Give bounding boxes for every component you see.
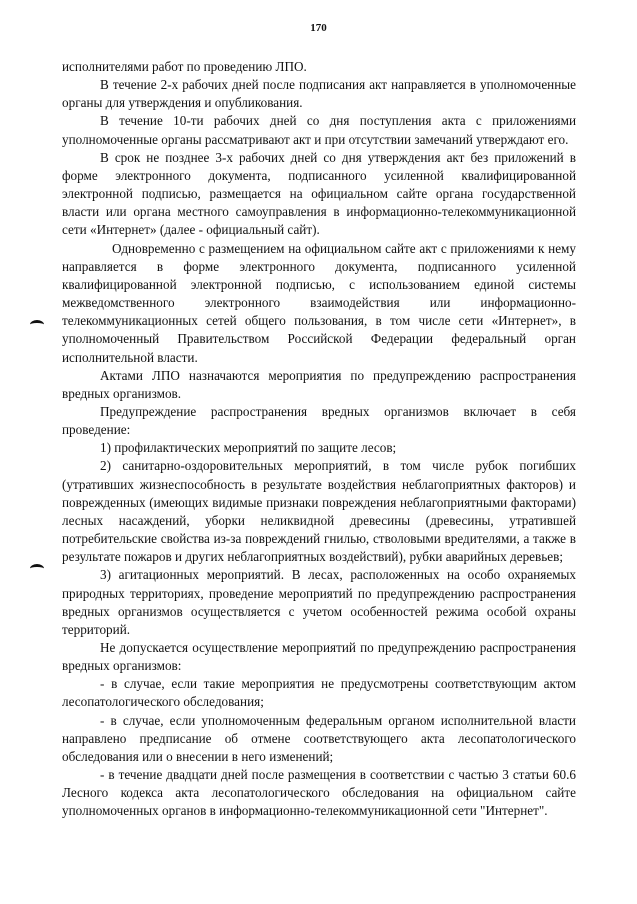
paragraph: Предупреждение распространения вредных организмов включает в себя проведение: [62,403,576,438]
paragraph: Не допускается осуществление мероприятий по предупреждению распространения вредных организмов: [62,640,576,674]
paragraph: Актами ЛПО назначаются мероприятия по предупреждению распространения вредных организмов. [62,367,576,401]
list-item: 2) санитарно-оздоровительных мероприятий, в том числе рубок погибших (утративших жизнеспособность в результате воздействия неблагоприятных факторов) и поврежденных (имеющих видимые признаки повреждения неблагоприятными факторами) лесных насаждений, уборки неликвидной древесины (древесины, утратившей потребительские свойства из-за повреждений гнилью, стволовыми вредителями, а также в результате пожаров и других неблагоприятных воздействий), рубки аварийных деревьев; [62,458,576,565]
page-number: 170 [310,22,327,34]
paragraph: В течение 10-ти рабочих дней со дня поступления акта с приложениями уполномоченные органы рассматривают акт и при отсутствии замечаний утверждают его. [62,113,576,147]
paragraph: В течение 2-х рабочих дней после подписания акт направляется в уполномоченные органы для утверждения и опубликования. [62,77,576,111]
paragraph: В срок не позднее 3-х рабочих дней со дня утверждения акт без приложений в форме электронного документа, подписанного усиленной квалифицированной электронной подписью, размещается на официальном сайте органа государственной власти или органа местного самоуправления в информационно-телекоммуникационной сети «Интернет» (далее - официальный сайт). [62,149,576,238]
paragraph: исполнителями работ по проведению ЛПО. [62,59,307,74]
list-item: 1) профилактических мероприятий по защите лесов; [100,440,397,456]
paragraph: Одновременно с размещением на официальном сайте акт с приложениями к нему направляется в форме электронного документа, подписанного усиленной квалифицированной электронной подписью, с использованием единой системы межведомственного электронного взаимодействия или информационно-телекоммуникационных сетей общего пользования, в том числе сети «Интернет», в уполномоченный Правительством Российской Федерации федеральный орган исполнительной власти. [62,240,576,365]
document-body [62,58,576,821]
list-item: - в случае, если такие мероприятия не предусмотрены соответствующим актом лесопатологического обследования; [62,676,576,710]
list-item: 3) агитационных мероприятий. В лесах, расположенных на особо охраняемых природных территориях, проведение мероприятий по предупреждению распространения вредных организмов осуществляется с учетом особенностей режима особой охраны территорий. [62,567,576,637]
binding-hole-mark [30,320,44,329]
list-item: - в случае, если уполномоченным федеральным органом исполнительной власти направлено предписание об отмене соответствующего акта лесопатологического обследования или о внесении в него изменений; [62,712,576,764]
binding-hole-mark [30,564,44,573]
list-item: - в течение двадцати дней после размещения в соответствии с частью 3 статьи 60.6 Лесного кодекса акта лесопатологического обследования на официальном сайте уполномоченных органов в информационно-телекоммуникационной сети "Интернет". [62,767,576,819]
